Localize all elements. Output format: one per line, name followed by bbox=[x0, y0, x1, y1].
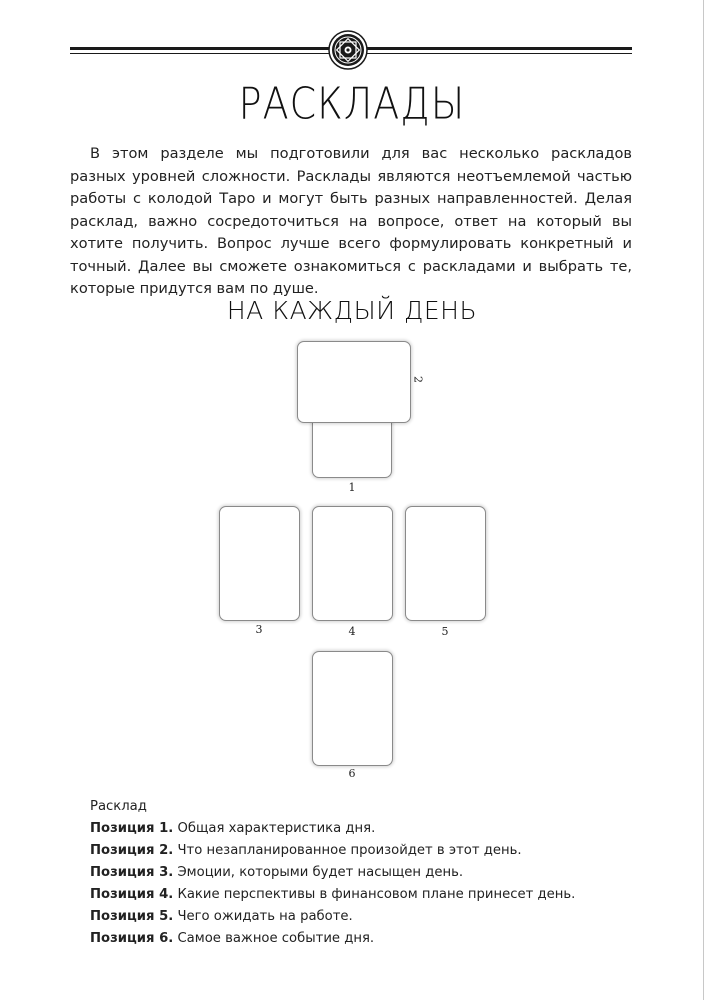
position-text: Общая характеристика дня. bbox=[177, 821, 376, 836]
card-number-6: 6 bbox=[348, 767, 356, 780]
position-item bbox=[90, 928, 650, 950]
intro-paragraph: В этом разделе мы подготовили для вас несколько раскладов разных уровней сложности. Расклады являются неотъемлемой частью работы с колодой Таро и могут быть разных направленностей. Делая расклад, важно сосредоточиться на вопросе, ответ на который вы хотите получить. Вопрос лучше всего формулировать конкретный и точный. Далее вы сможете ознакомиться с раскладами и выбрать те, которые придутся вам по душе. bbox=[70, 145, 632, 297]
card-position-3 bbox=[219, 506, 300, 621]
position-label: Позиция 4. bbox=[90, 887, 174, 902]
card-number-3: 3 bbox=[255, 623, 263, 636]
spread-title: НА КАЖДЫЙ ДЕНЬ bbox=[226, 296, 478, 325]
card-position-1 bbox=[312, 414, 392, 478]
card-position-6 bbox=[312, 651, 393, 766]
position-text: Какие перспективы в финансовом плане принесет день. bbox=[177, 887, 576, 902]
position-item bbox=[90, 818, 650, 840]
card-position-5 bbox=[405, 506, 486, 621]
position-label: Позиция 1. bbox=[90, 821, 174, 836]
position-item bbox=[90, 906, 650, 928]
card-position-4 bbox=[312, 506, 393, 621]
position-label: Позиция 5. bbox=[90, 909, 174, 924]
position-item bbox=[90, 840, 650, 862]
card-number-2: 2 bbox=[411, 376, 425, 383]
layout-heading: Расклад bbox=[90, 799, 147, 814]
position-item bbox=[90, 884, 650, 906]
position-text: Что незапланированное произойдет в этот день. bbox=[177, 843, 522, 858]
card-number-5: 5 bbox=[441, 625, 449, 638]
card-position-2 bbox=[297, 341, 411, 423]
position-text: Эмоции, которыми будет насыщен день. bbox=[177, 865, 464, 880]
position-label: Позиция 3. bbox=[90, 865, 174, 880]
position-label: Позиция 2. bbox=[90, 843, 174, 858]
layout-description bbox=[90, 796, 650, 950]
position-label: Позиция 6. bbox=[90, 931, 174, 946]
position-text: Самое важное событие дня. bbox=[177, 931, 375, 946]
page-title: РАСКЛАДЫ bbox=[238, 78, 466, 129]
card-number-1: 1 bbox=[348, 481, 356, 494]
card-number-4: 4 bbox=[348, 625, 356, 638]
ornament-emblem-icon bbox=[328, 30, 368, 70]
position-item bbox=[90, 862, 650, 884]
position-text: Чего ожидать на работе. bbox=[177, 909, 353, 924]
